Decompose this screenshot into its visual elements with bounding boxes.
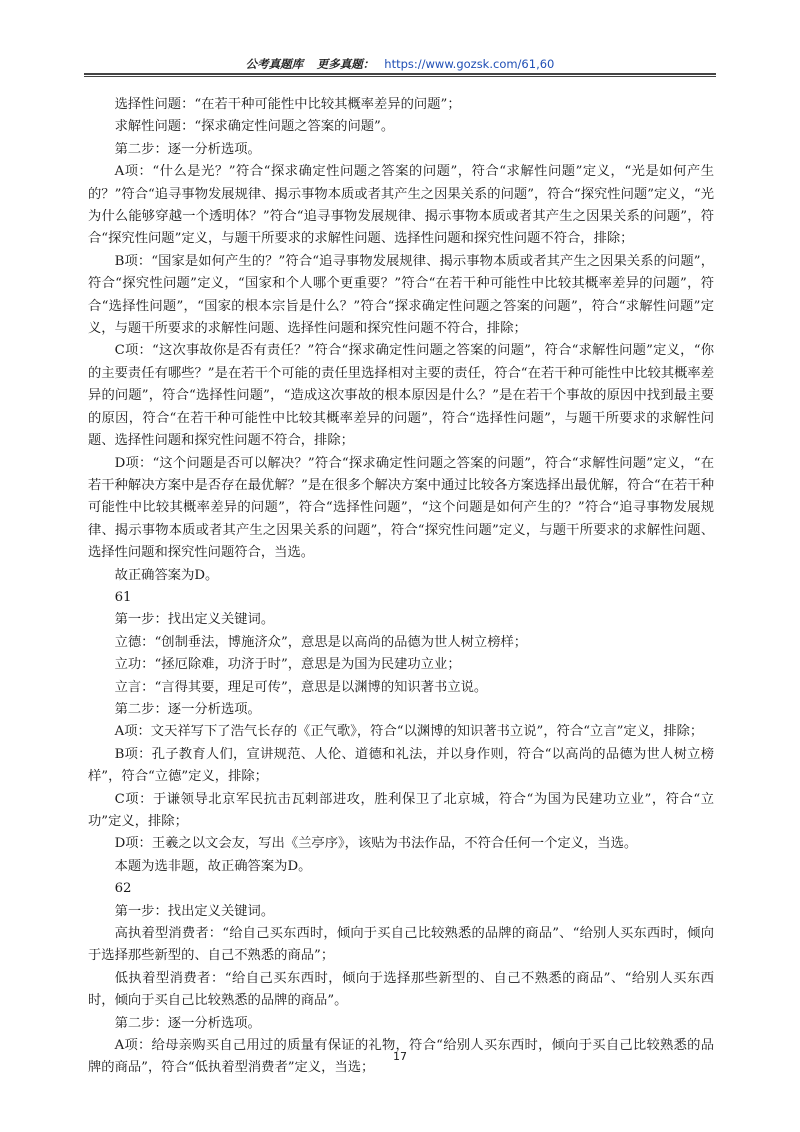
paragraph: 立德：“创制垂法，博施济众”，意思是以高尚的品德为世人树立榜样； [114, 634, 528, 650]
paragraph: 高执着型消费者：“给自己买东西时，倾向于买自己比较熟悉的品牌的商品”、“给别人买东西时，倾向于选择那些新型的、自己不熟悉的商品”； [88, 926, 714, 964]
paragraph: A项：给母亲购买自己用过的质量有保证的礼物，符合“给别人买东西时，倾向于买自己比较熟悉的品牌的商品”，符合“低执着型消费者”定义，当选； [88, 1038, 714, 1076]
paragraph: B项：孔子教育人们，宣讲规范、人伦、道德和礼法，并以身作则，符合“以高尚的品德为世人树立榜样”，符合“立德”定义，排除； [88, 746, 714, 785]
paragraph: C项：“这次事故你是否有责任？”符合“探求确定性问题之答案的问题”，符合“求解性问题”定义，“你的主要责任有哪些？”是在若干个可能的责任里选择相对主要的责任，符合“在若干种可能性中比较其概率差异的问题”，符合“选择性问题”，“造成这次事故的根本原因是什么？”是在若干个事故的原因中找到最主要的原因，符合“在若干种可能性中比较其概率差异的问题”，符合“选择性问题”，与题干所要求的求解性问题、选择性问题和探究性问题不符合，排除； [88, 343, 714, 449]
header-divider [84, 73, 716, 75]
paragraph: 第一步：找出定义关键词。 [114, 903, 275, 919]
paragraph: 故正确答案为D。 [114, 567, 219, 583]
header-label: 公考真题库 [245, 57, 304, 71]
paragraph: 立功：“拯厄除难，功济于时”，意思是为国为民建功立业； [114, 657, 461, 673]
header-more-label: 更多真题： [316, 57, 375, 71]
header-divider-thin [84, 76, 716, 77]
paragraph: A项：“什么是光？”符合“探求确定性问题之答案的问题”，符合“求解性问题”定义，“光是如何产生的？”符合“追寻事物发展规律、揭示事物本质或者其产生之因果关系的问题”，符合“探究性问题”定义，“光为什么能够穿越一个透明体？”符合“追寻事物发展规律、揭示事物本质或者其产生之因果关系的问题”，符合“探究性问题”定义，与题干所要求的求解性问题、选择性问题和探究性问题不符合，排除； [88, 164, 714, 247]
page-number: 17 [393, 1050, 407, 1063]
paragraph: 选择性问题：“在若干种可能性中比较其概率差异的问题”； [114, 97, 461, 112]
paragraph: D项：王羲之以文会友，写出《兰亭序》，该贴为书法作品，不符合任何一个定义，当选。 [114, 836, 638, 852]
paragraph: 求解性问题：“探求确定性问题之答案的问题”。 [114, 119, 395, 135]
paragraph: 61 [114, 589, 132, 605]
page-header [0, 56, 800, 72]
paragraph: 第二步：逐一分析选项。 [114, 701, 261, 717]
paragraph: 第二步：逐一分析选项。 [114, 141, 261, 157]
paragraph: B项：“国家是如何产生的？”符合“追寻事物发展规律、揭示事物本质或者其产生之因果关系的问题”，符合“探究性问题”定义，“国家和个人哪个更重要？”符合“在若干种可能性中比较其概率差异的问题”，符合“选择性问题”，“国家的根本宗旨是什么？”符合“探求确定性问题之答案的问题”，符合“求解性问题”定义，与题干所要求的求解性问题、选择性问题和探究性问题不符合，排除； [88, 253, 714, 337]
document-body [88, 94, 714, 1080]
paragraph: 低执着型消费者：“给自己买东西时，倾向于选择那些新型的、自己不熟悉的商品”、“给别人买东西时，倾向于买自己比较熟悉的品牌的商品”。 [88, 970, 714, 1009]
paragraph: 本题为选非题，故正确答案为D。 [114, 858, 312, 874]
paragraph: A项：文天祥写下了浩气长存的《正气歌》，符合“以渊博的知识著书立说”，符合“立言”定义，排除； [114, 724, 704, 740]
header-url-link[interactable]: https://www.gozsk.com/61,60 [384, 57, 555, 71]
paragraph: 第二步：逐一分析选项。 [114, 1015, 261, 1031]
paragraph: 第一步：找出定义关键词。 [114, 612, 275, 628]
paragraph: D项：“这个问题是否可以解决？”符合“探求确定性问题之答案的问题”，符合“求解性问题”定义，“在若干种解决方案中是否存在最优解？”是在很多个解决方案中通过比较各方案选择出最优解，符合“在若干种可能性中比较其概率差异的问题”，符合“选择性问题”，“这个问题是如何产生的？”符合“追寻事物发展规律、揭示事物本质或者其产生之因果关系的问题”，符合“探究性问题”定义，与题干所要求的求解性问题、选择性问题和探究性问题符合，当选。 [88, 455, 714, 561]
paragraph: 立言：“言得其要，理足可传”，意思是以渊博的知识著书立说。 [114, 679, 488, 695]
paragraph: 62 [114, 881, 132, 897]
paragraph: C项：于谦领导北京军民抗击瓦剌部进攻，胜利保卫了北京城，符合“为国为民建功立业”，符合“立功”定义，排除； [88, 791, 714, 829]
